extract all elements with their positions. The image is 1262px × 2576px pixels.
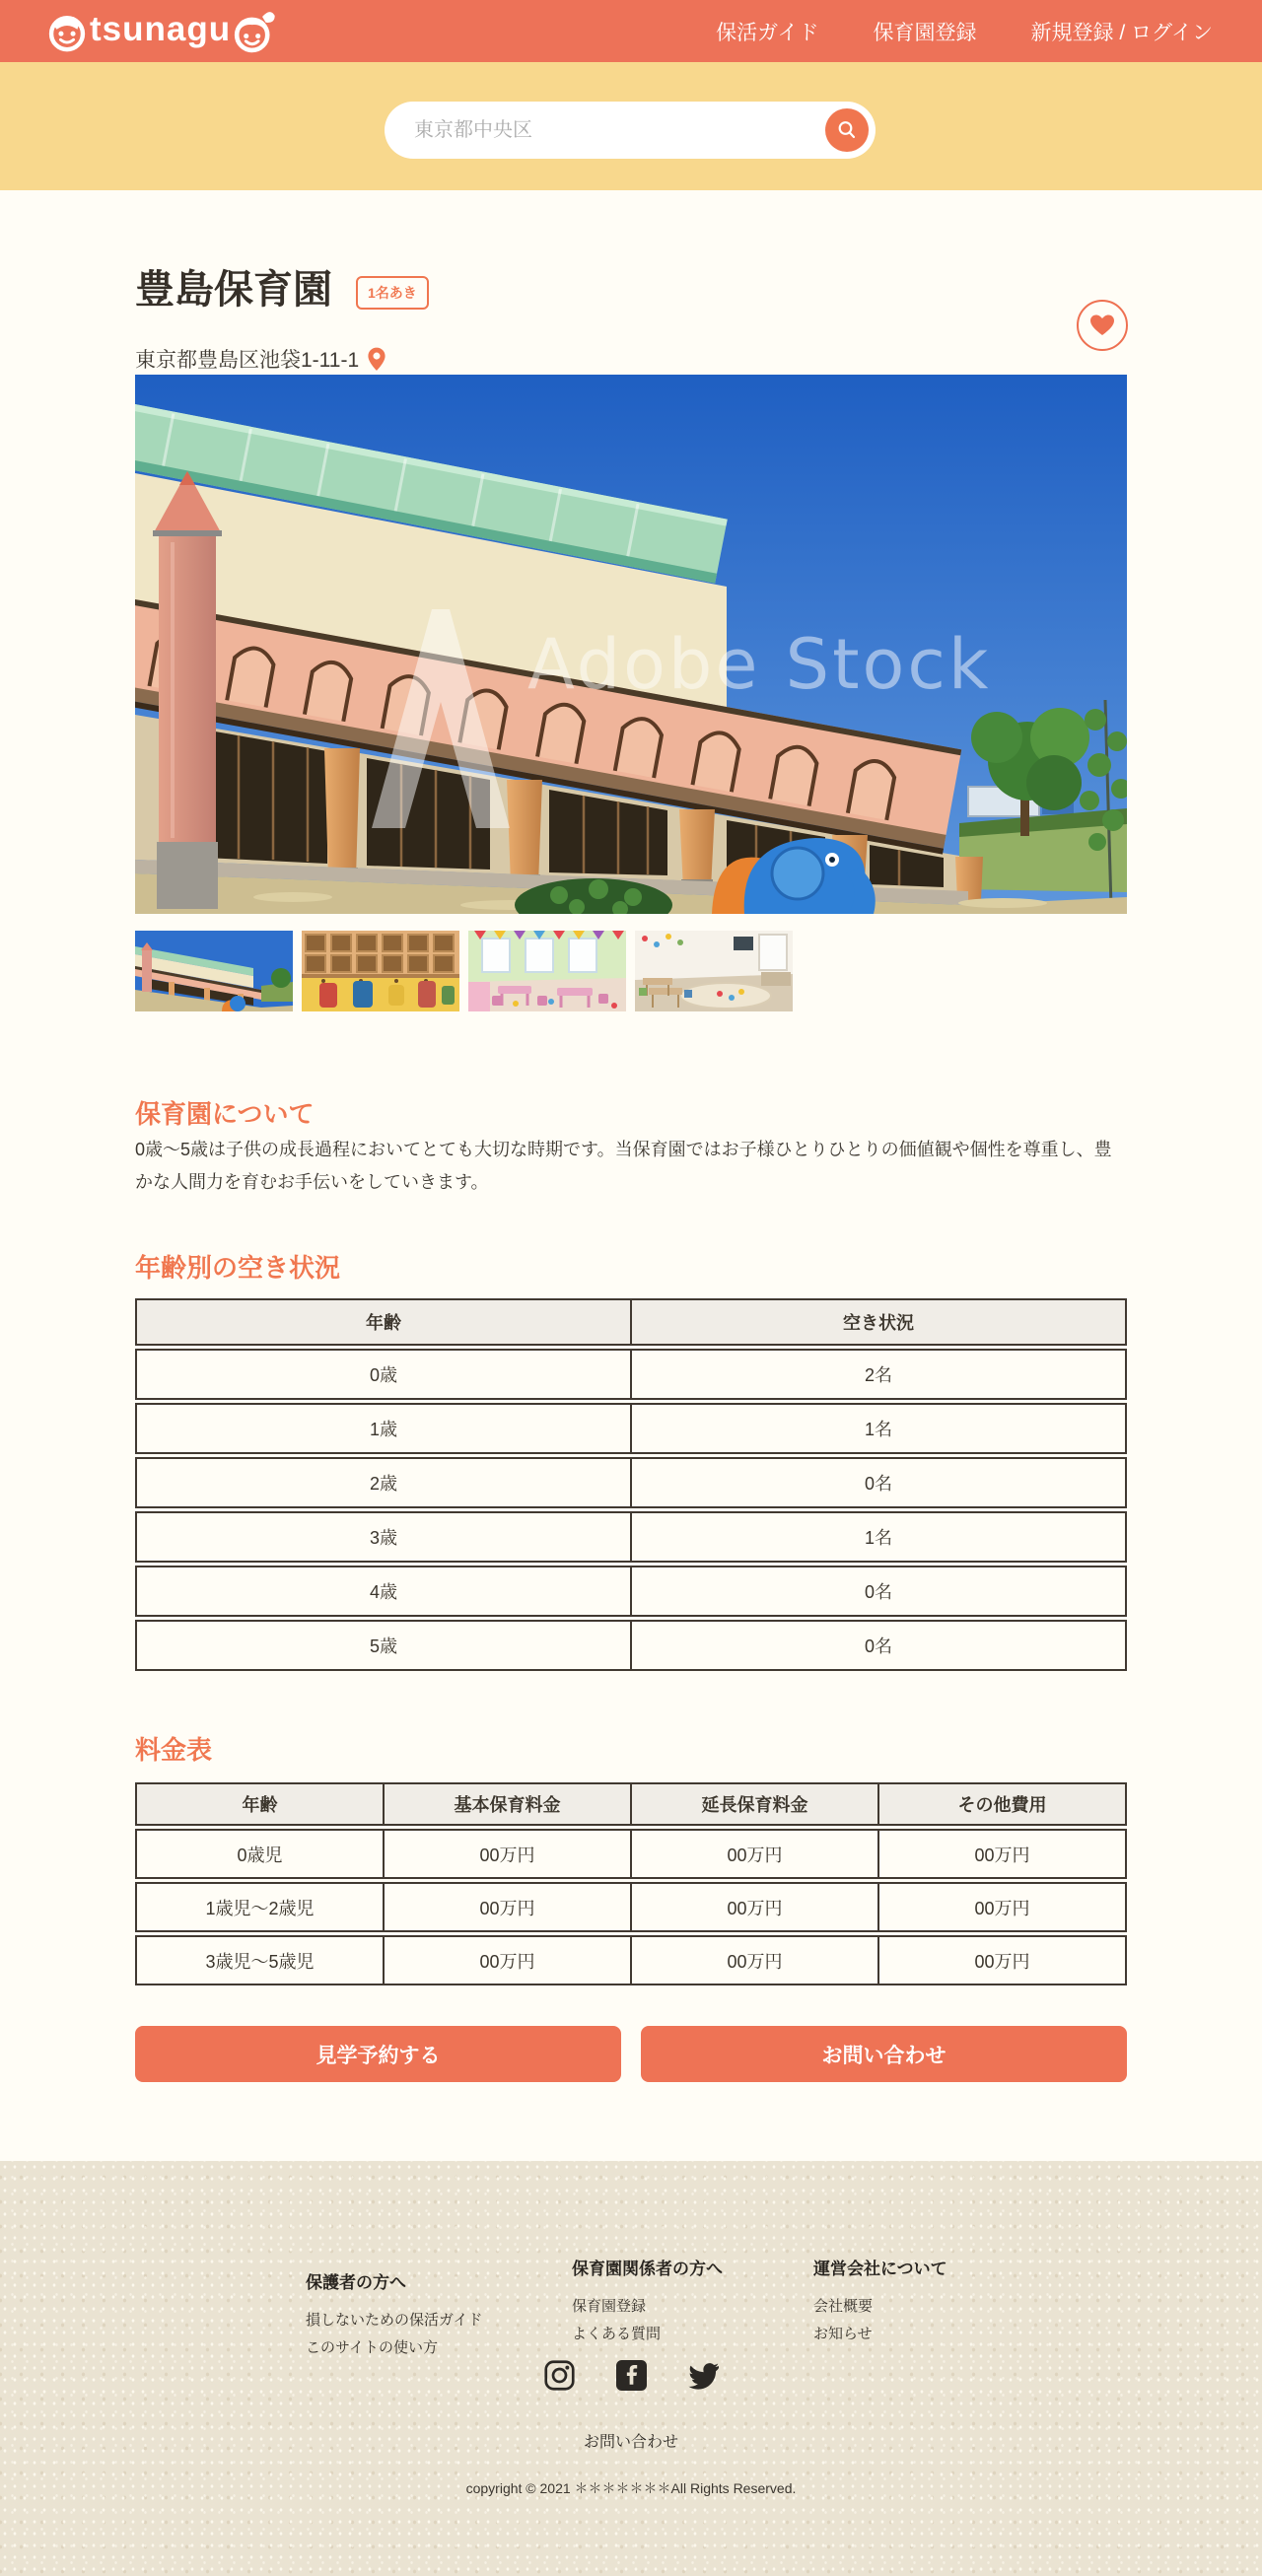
footer-link-news[interactable]: お知らせ: [813, 2326, 873, 2342]
twitter-link[interactable]: [688, 2360, 719, 2391]
footer-link-company-overview[interactable]: 会社概要: [813, 2298, 874, 2315]
logo[interactable]: [45, 9, 277, 54]
cell-other-fee: 00万円: [974, 1898, 1030, 1918]
column-header: 年齢: [137, 1784, 385, 1824]
svg-text:Adobe Stock: Adobe Stock: [527, 624, 992, 705]
footer-column-company: [813, 2255, 947, 2348]
twitter-icon: [688, 2360, 719, 2391]
column-header: 基本保育料金: [385, 1784, 632, 1824]
map-pin-icon[interactable]: [368, 347, 386, 372]
site-footer: [0, 2161, 1262, 2576]
main-photo: [135, 375, 1127, 914]
cell-age: 1歳児〜2歳児: [137, 1884, 385, 1930]
cell-other-fee: 00万円: [974, 1845, 1030, 1865]
cell-age: 0歳: [137, 1351, 632, 1398]
footer-column-heading: 保護者の方へ: [306, 2273, 406, 2292]
cell-age: 1歳: [137, 1405, 632, 1452]
search-bar: [385, 102, 876, 159]
cell-basic-fee: 00万円: [385, 1937, 632, 1984]
cell-other-fee: 00万円: [974, 1951, 1030, 1972]
fee-table: [135, 1782, 1127, 1985]
about-heading: 保育園について: [135, 1099, 315, 1129]
availability-row: [135, 1403, 1127, 1454]
footer-column-parents: [306, 2268, 483, 2362]
cell-vacancy: 0名: [864, 1636, 892, 1656]
cell-extended-fee: 00万円: [632, 1884, 879, 1930]
cell-extended-fee: 00万円: [632, 1937, 879, 1984]
availability-row: [135, 1566, 1127, 1617]
search-hero: [0, 62, 1262, 190]
copyright: copyright © 2021 ＊＊＊＊＊＊＊All Rights Reserved.: [465, 2480, 797, 2496]
column-header: その他費用: [957, 1795, 1047, 1815]
cell-age: 0歳児: [137, 1831, 385, 1877]
footer-column-heading: 保育園関係者の方へ: [572, 2260, 723, 2278]
column-header: 延長保育料金: [632, 1784, 879, 1824]
availability-row: [135, 1457, 1127, 1508]
site-header: [0, 0, 1262, 62]
fee-row: [135, 1935, 1127, 1985]
footer-link-nursery-register[interactable]: 保育園登録: [572, 2298, 647, 2315]
fee-header-row: [135, 1782, 1127, 1826]
cell-basic-fee: 00万円: [385, 1831, 632, 1877]
cell-age: 3歳: [137, 1513, 632, 1561]
favorite-button[interactable]: [1077, 300, 1128, 351]
vacancy-badge: 1名あき: [356, 276, 429, 310]
contact-button[interactable]: お問い合わせ: [641, 2026, 1127, 2082]
footer-link-how-to-use[interactable]: このサイトの使い方: [306, 2339, 438, 2356]
logo-girl-face-icon: [232, 9, 277, 54]
cell-extended-fee: 00万円: [632, 1831, 879, 1877]
availability-table: [135, 1298, 1127, 1671]
cell-vacancy: 1名: [864, 1420, 892, 1439]
cell-age: 5歳: [137, 1622, 632, 1669]
address-text: 東京都豊島区池袋1-11-1: [135, 349, 360, 372]
cell-age: 4歳: [137, 1567, 632, 1615]
facebook-icon: [616, 2360, 647, 2391]
page-title: 豊島保育園: [135, 268, 332, 312]
photo-thumbnails: [135, 931, 793, 1011]
availability-heading: 年齢別の空き状況: [135, 1253, 341, 1283]
visit-reservation-button[interactable]: 見学予約する: [135, 2026, 621, 2082]
footer-link-faq[interactable]: よくある質問: [572, 2326, 662, 2342]
nav-signup-login[interactable]: 新規登録 / ログイン: [1030, 21, 1213, 44]
availability-row: [135, 1511, 1127, 1563]
fee-row: [135, 1829, 1127, 1879]
search-icon: [836, 119, 858, 141]
logo-boy-face-icon: [45, 10, 89, 53]
thumbnail-classroom[interactable]: [635, 931, 793, 1011]
instagram-icon: [544, 2360, 575, 2391]
fee-row: [135, 1882, 1127, 1932]
instagram-link[interactable]: [544, 2360, 575, 2391]
social-links: [0, 2360, 1262, 2391]
facebook-link[interactable]: [616, 2360, 647, 2391]
cell-age: 3歳児〜5歳児: [137, 1937, 385, 1984]
main-nav: [716, 17, 1213, 46]
footer-contact-link[interactable]: お問い合わせ: [583, 2434, 678, 2451]
about-body: 0歳〜5歳は子供の成長過程においてとても大切な時期です。当保育園ではお子様ひとりひとりの価値観や個性を尊重し、豊かな人間力を育むお手伝いをしていきます。: [135, 1140, 1112, 1192]
footer-link-hokatsu-guide[interactable]: 損しないための保活ガイド: [306, 2312, 483, 2329]
search-input[interactable]: [412, 118, 825, 143]
availability-row: [135, 1349, 1127, 1400]
logo-text: tsunagu: [90, 9, 232, 48]
cell-age: 2歳: [137, 1459, 632, 1506]
availability-row: [135, 1620, 1127, 1671]
cell-vacancy: 2名: [864, 1365, 892, 1385]
thumbnail-building-exterior[interactable]: [135, 931, 293, 1011]
nav-hokatsu-guide[interactable]: 保活ガイド: [716, 21, 819, 44]
fee-heading: 料金表: [135, 1735, 213, 1765]
availability-header-row: [135, 1298, 1127, 1346]
cell-vacancy: 0名: [864, 1474, 892, 1494]
thumbnail-playroom[interactable]: [468, 931, 626, 1011]
nav-nursery-register[interactable]: 保育園登録: [873, 21, 977, 44]
footer-column-nursery-staff: [572, 2255, 723, 2348]
heart-icon: [1089, 313, 1115, 337]
cell-basic-fee: 00万円: [385, 1884, 632, 1930]
footer-column-heading: 運営会社について: [813, 2260, 947, 2278]
footer-contact: [0, 2429, 1262, 2452]
address-row: [135, 344, 386, 374]
column-header: 年齢: [137, 1300, 632, 1344]
column-header: 空き状況: [843, 1313, 914, 1333]
nursery-title-row: [135, 268, 429, 312]
cell-vacancy: 0名: [864, 1582, 892, 1602]
search-button[interactable]: [825, 108, 869, 152]
cell-vacancy: 1名: [864, 1528, 892, 1548]
thumbnail-cubbies-bags[interactable]: [302, 931, 459, 1011]
